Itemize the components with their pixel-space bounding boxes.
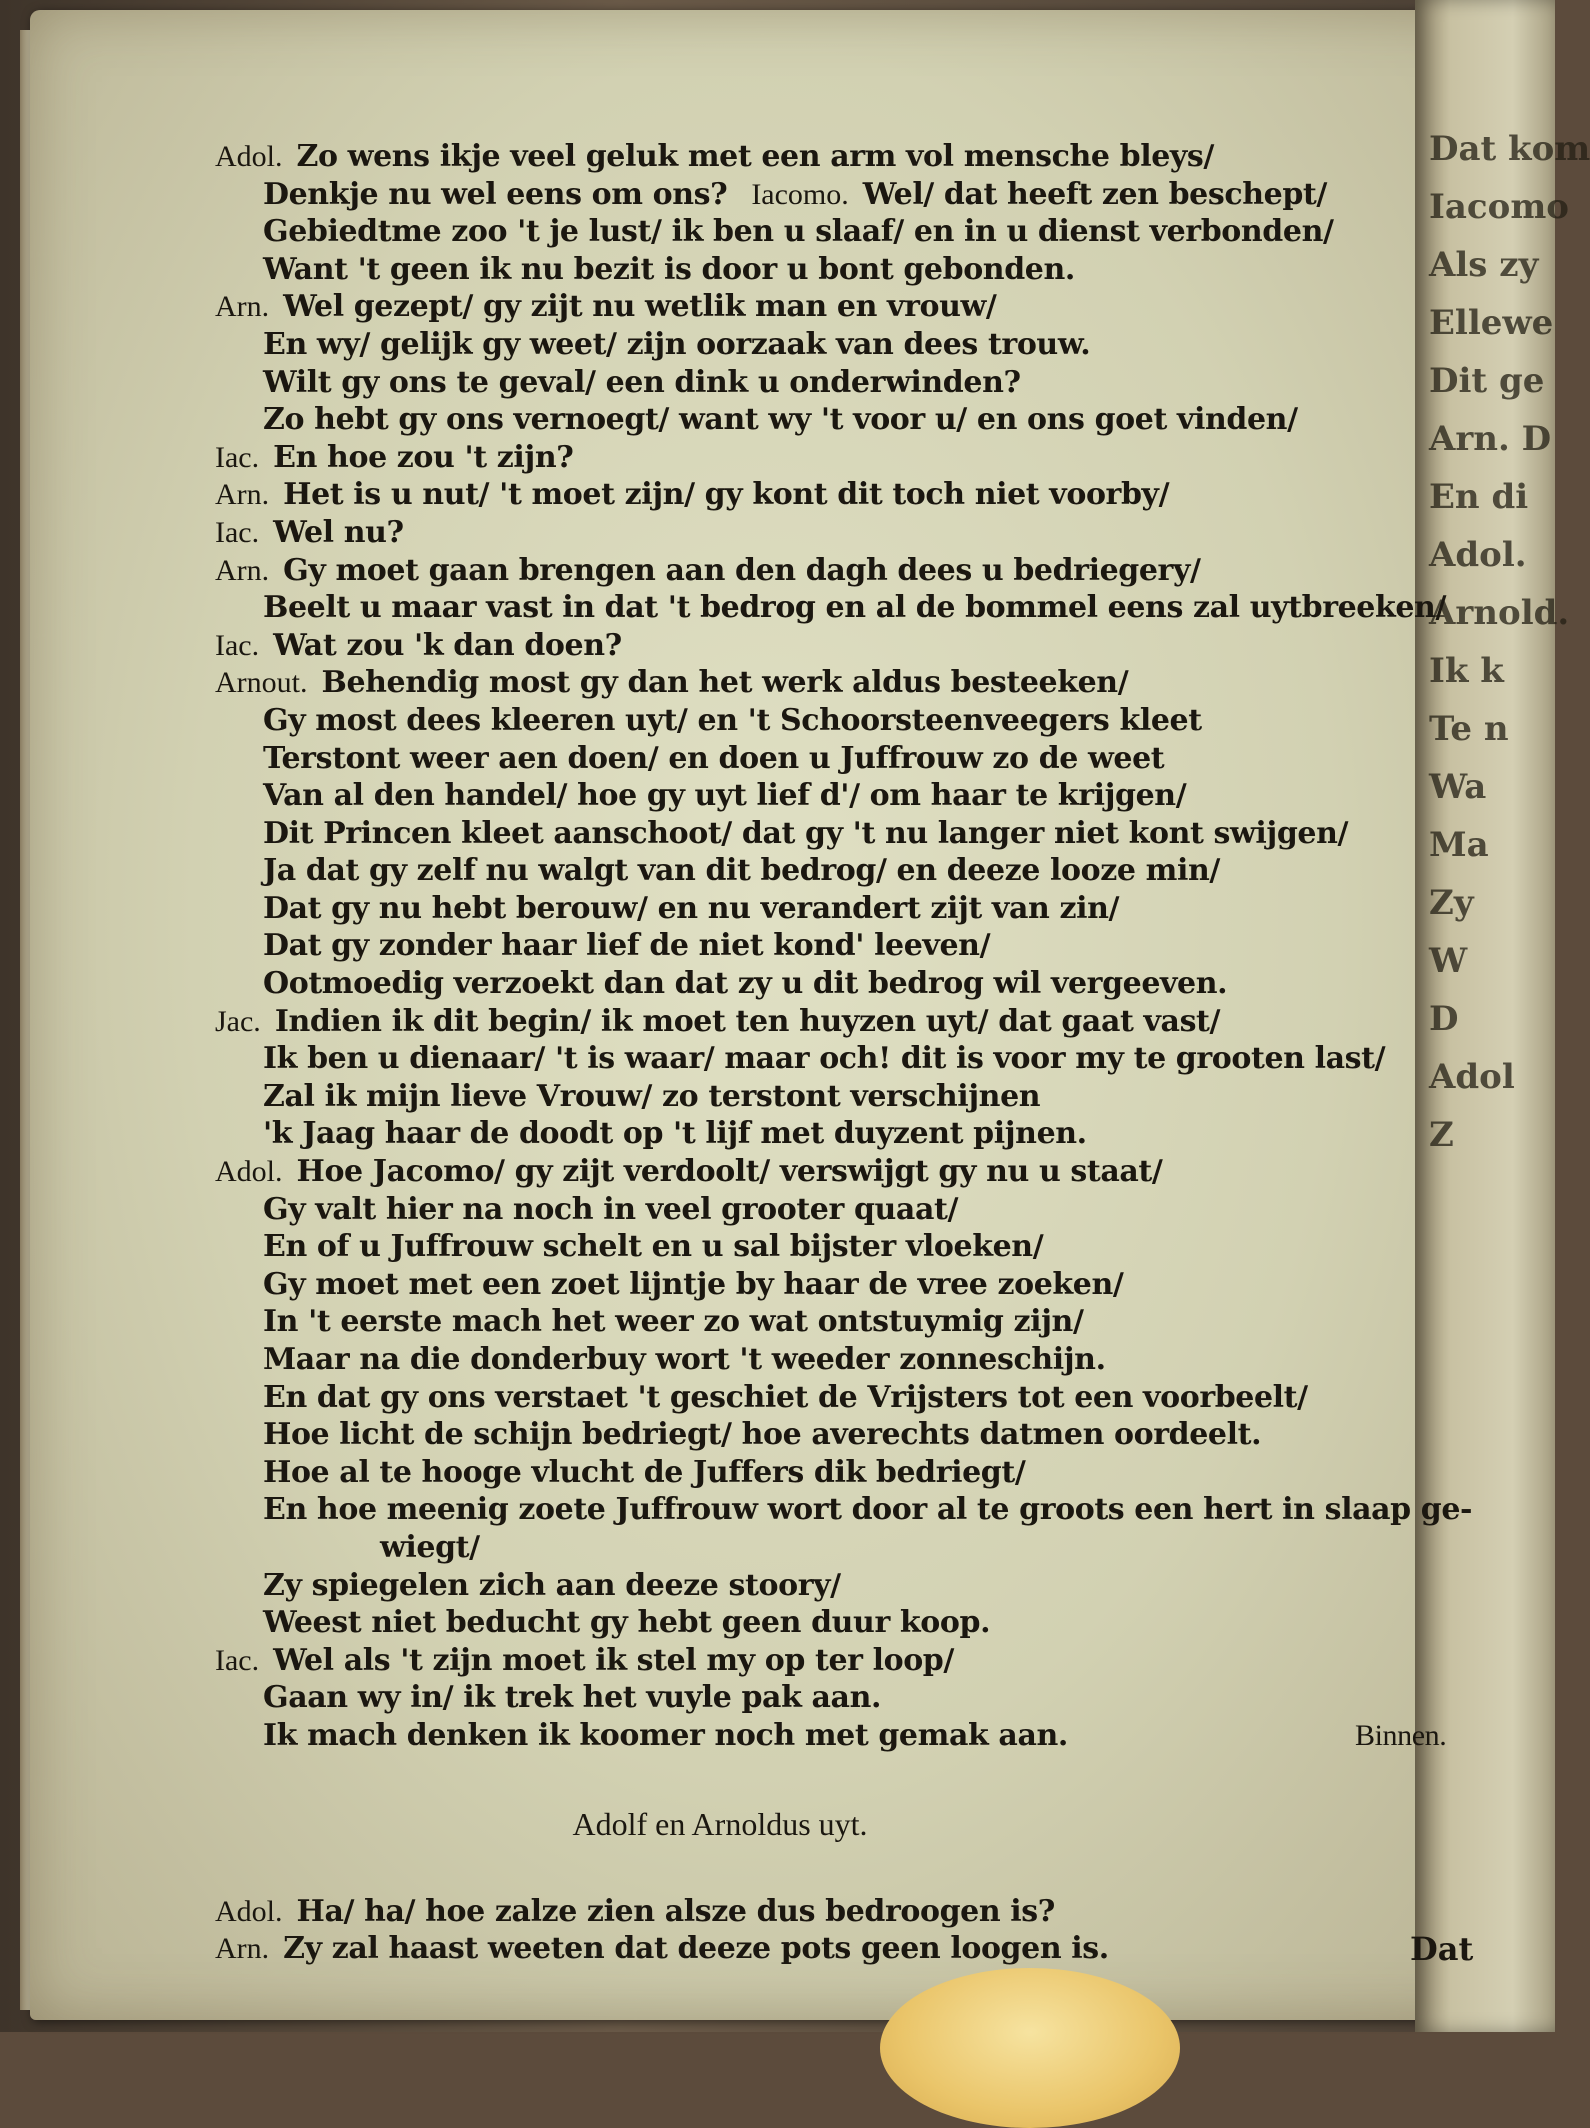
verse-text: Gy moet gaan brengen aan den dagh dees u bedriegery/ [283,552,1201,588]
verse-text: Want 't geen ik nu bezit is door u bont gebonden. [263,251,1075,287]
speaker-label: Iac. [215,1643,260,1677]
facing-fragment: W [1429,941,1468,981]
verse-text: Hoe Jacomo/ gy zijt verdoolt/ verswijgt gy nu u staat/ [296,1154,1163,1190]
facing-fragment: Ik k [1429,651,1504,691]
verse-text: Beelt u maar vast in dat 't bedrog en al de bommel eens zal uytbreeken/ [263,590,1447,626]
verse-text: Zo hebt gy ons vernoegt/ want wy 't voor u/ en ons goet vinden/ [263,402,1298,438]
verse-text: Dat gy zonder haar lief de niet kond' leeven/ [263,928,991,964]
text-line [215,890,1485,928]
verse-text: En hoe meenig zoete Juffrouw wort door al te groots een hert in slaap ge- [263,1492,1473,1528]
facing-fragment: Z [1429,1115,1454,1155]
facing-fragment: Dit ge [1429,361,1545,401]
text-line [215,1303,1485,1341]
catchword: Dat [1410,1930,1474,1968]
text-line [215,777,1485,815]
text-line [215,1893,1485,1931]
verse-text: wiegt/ [380,1529,480,1565]
facing-fragment: Wa [1429,767,1487,807]
verse-text: En dat gy ons verstaet 't geschiet de Vrijsters tot een voorbeelt/ [263,1379,1308,1415]
text-line [215,702,1485,740]
spacer [215,1755,1485,1799]
speaker-label: Iac. [215,440,260,474]
text-line [215,176,1485,214]
verse-text: Maar na die donderbuy wort 't weeder zonneschijn. [263,1342,1106,1377]
verse-text: Hoe licht de schijn bedriegt/ hoe averechts datmen oordeelt. [263,1417,1262,1453]
verse-text: Ik mach denken ik koomer noch met gemak aan. [263,1717,1068,1753]
text-line [215,1529,1485,1567]
verse-text: Gy most dees kleeren uyt/ en 't Schoorsteenveegers kleet [263,702,1202,738]
speaker-label: Adol. [215,140,283,173]
facing-fragment: D [1429,999,1459,1039]
facing-fragment: Te n [1429,709,1509,749]
facing-fragment: Dat kom [1429,129,1590,169]
verse-text: Wel nu? [273,514,404,550]
text-line [215,927,1485,965]
text-line [215,288,1485,326]
text-line [215,552,1485,590]
fingertip [880,1968,1180,2128]
spacer [215,1849,1485,1893]
text-line [215,1153,1485,1191]
text-line [215,1930,1485,1968]
stage-direction: Binnen. [1355,1718,1447,1752]
text-line [215,1040,1485,1078]
text-line [215,1491,1485,1529]
verse-text: In 't eerste mach het weer zo wat ontstuymig zijn/ [263,1304,1084,1340]
facing-fragment: En di [1429,477,1529,517]
stage-direction-center: Adolf en Arnoldus uyt. [572,1805,868,1842]
verse-text: Zy zal haast weeten dat deeze pots geen loogen is. [283,1931,1109,1967]
text-line [215,1717,1485,1755]
facing-fragment: Ma [1429,825,1489,865]
text-line [215,1228,1485,1266]
facing-fragment: Adol [1429,1057,1515,1097]
speaker-label: Jac. [215,1004,261,1038]
text-line [215,589,1485,627]
verse-text: Indien ik dit begin/ ik moet ten huyzen uyt/ dat gaat vast/ [274,1003,1221,1039]
verse-text: En hoe zou 't zijn? [273,439,574,475]
text-line [215,1679,1485,1717]
verse-text: Denkje nu wel eens om ons? [263,176,728,212]
text-line [215,213,1485,251]
verse-text: Gy moet met een zoet lijntje by haar de vree zoeken/ [263,1266,1124,1302]
text-line [215,1115,1485,1153]
verse-text: Wel gezept/ gy zijt nu wetlik man en vrouw/ [283,289,997,325]
facing-fragment: Als zy [1429,245,1539,285]
verse-text: Ja dat gy zelf nu walgt van dit bedrog/ en deeze looze min/ [263,853,1220,889]
verse-text: Gaan wy in/ ik trek het vuyle pak aan. [263,1680,882,1716]
text-line [215,664,1485,702]
speaker-label: Iac. [215,515,260,549]
verse-text: Zy spiegelen zich aan deeze stoory/ [263,1567,841,1603]
text-line [215,401,1485,439]
verse-text: Ootmoedig verzoekt dan dat zy u dit bedrog wil vergeeven. [263,966,1228,1002]
speaker-label: Arnout. [215,666,308,700]
text-line [215,1078,1485,1116]
verse-text: Wat zou 'k dan doen? [273,627,622,663]
text-line [215,138,1485,176]
verse-text: Gebiedtme zoo 't je lust/ ik ben u slaaf/ en in u dienst verbonden/ [263,214,1334,250]
text-line [215,364,1485,402]
text-line [215,1567,1485,1605]
verse-text: Ik ben u dienaar/ 't is waar/ maar och! dit is voor my te grooten last/ [263,1041,1386,1077]
verse-text: Het is u nut/ 't moet zijn/ gy kont dit toch niet voorby/ [283,477,1170,513]
verse-text: Terstont weer aen doen/ en doen u Juffrouw zo de weet [263,740,1165,776]
speaker-label: Arn. [215,1932,270,1966]
text-line [215,476,1485,514]
verse-text: Hoe al te hooge vlucht de Juffers dik bedriegt/ [263,1454,1026,1490]
text-line [215,326,1485,364]
verse-text: Zo wens ikje veel geluk met een arm vol mensche bleys/ [296,139,1214,174]
speaker-label: Iac. [215,628,260,662]
verse-text: Zal ik mijn lieve Vrouw/ zo terstont verschijnen [263,1078,1041,1114]
text-line [215,1416,1485,1454]
verse-text: Van al den handel/ hoe gy uyt lief d'/ om haar te krijgen/ [263,778,1187,814]
verse-text: En of u Juffrouw schelt en u sal bijster vloeken/ [263,1229,1044,1265]
verse-text: Wel als 't zijn moet ik stel my op ter loop/ [273,1642,954,1678]
text-line [215,1642,1485,1680]
text-line [215,1379,1485,1417]
text-line [215,251,1485,289]
speaker-label: Arn. [215,478,270,512]
text-line [215,1454,1485,1492]
text-line [215,740,1485,778]
facing-fragment: Iacomo [1429,187,1569,227]
speaker-label: Arn. [215,290,270,324]
text-line [215,1003,1485,1041]
play-text [215,138,1485,1968]
text-line [215,815,1485,853]
speaker-label: Arn. [215,553,270,587]
verse-text: En wy/ gelijk gy weet/ zijn oorzaak van dees trouw. [263,326,1091,362]
verse-text: Behendig most gy dan het werk aldus besteeken/ [321,665,1129,701]
facing-fragment: Ellewe [1429,303,1554,343]
verse-text: Wilt gy ons te geval/ een dink u onderwinden? [263,364,1021,400]
text-line [215,852,1485,890]
facing-fragment: Adol. [1429,535,1527,575]
verse-text: Weest niet beducht gy hebt geen duur koop. [263,1605,991,1641]
text-line [215,1266,1485,1304]
verse-text: Ha/ ha/ hoe zalze zien alsze dus bedroogen is? [296,1893,1055,1929]
verse-text: Gy valt hier na noch in veel grooter quaat/ [263,1191,959,1227]
speaker-label: Adol. [215,1155,283,1189]
facing-fragment: Arn. D [1429,419,1552,459]
text-line [215,514,1485,552]
text-line [215,965,1485,1003]
speaker-label: Adol. [215,1894,283,1928]
verse-text: Dit Princen kleet aanschoot/ dat gy 't nu langer niet kont swijgen/ [263,815,1349,851]
verse-text: Dat gy nu hebt berouw/ en nu verandert zijt van zin/ [263,890,1120,926]
verse-text: 'k Jaag haar de doodt op 't lijf met duyzent pijnen. [263,1116,1087,1152]
facing-fragment: Zy [1429,883,1474,923]
facing-fragment: Arnold. [1429,593,1570,633]
text-line [215,439,1485,477]
verse-text: Wel/ dat heeft zen beschept/ [862,176,1327,212]
text-line [215,1604,1485,1642]
text-line [215,627,1485,665]
speaker-label: Iacomo. [751,177,849,211]
text-line [215,1341,1485,1379]
text-line [215,1191,1485,1229]
